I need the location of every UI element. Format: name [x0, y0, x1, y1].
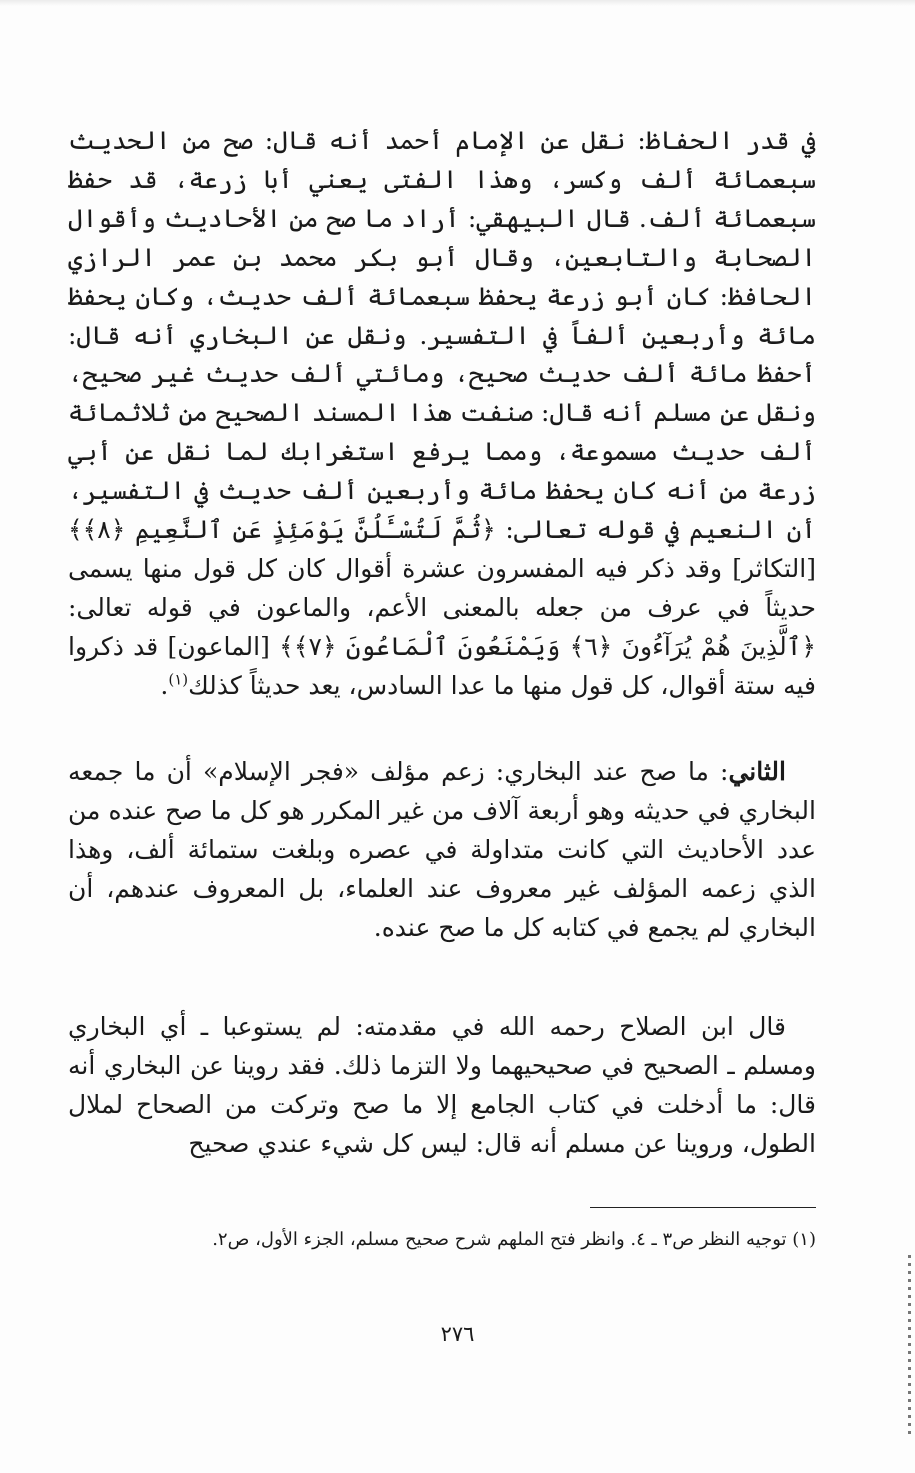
paragraph-1-text-wrap [68, 122, 816, 706]
paragraph-3 [68, 1008, 816, 1164]
paragraph-2-lead: الثاني [728, 757, 786, 786]
paragraph-2 [68, 753, 816, 948]
scan-edge-shadow [0, 0, 915, 6]
paragraph-2-text-wrap [68, 753, 816, 948]
paragraph-1-end: . [160, 670, 169, 700]
paragraph-1 [68, 122, 816, 706]
footnote: (١) توجيه النظر ص٣ ـ ٤. وانظر فتح الملهم شرح صحيح مسلم، الجزء الأول، ص٢. [212, 1229, 816, 1250]
paragraph-1-text: في قدر الحفاظ: نقل عن الإمام أحمد أنه قال: صح من الحديث سبعمائة ألف وكسر، وهذا الفتى يعني أبا زرعة، قد حفظ سبعمائة ألف. قال البيهقي: أراد ما صح من الأحاديث وأقوال الصحابة والتابعين، وقال أبو بكر محمد بن عمر الرازي الحافظ: كان أبو زرعة يحفظ سبعمائة ألف حديث، وكان يحفظ مائة وأربعين ألفاً في التفسير. ونقل عن البخاري أنه قال: أحفظ مائة ألف حديث صحيح، ومائتي ألف حديث غير صحيح، ونقل عن مسلم أنه قال: صنفت هذا المسند الصحيح من ثلاثمائة ألف حديث مسموعة، ومما يرفع استغرابك لما نقل عن أبي زرعة من أنه كان يحفظ مائة وأربعين ألف حديث في التفسير، أن النعيم في قوله تعالى: ﴿ثُمَّ لَتُسْـَٔلُنَّ يَوْمَئِذٍ عَنِ ٱلنَّعِيمِ ﴿٨﴾﴾ [التكاثر] وقد ذكر فيه المفسرون عشرة أقوال كان كل قول منها يسمى حديثاً في عرف من جعله بالمعنى الأعم، والماعون في قوله تعالى: ﴿ٱلَّذِينَ هُمْ يُرَآءُونَ ﴿٦﴾ وَيَمْنَعُونَ ٱلْمَاعُونَ ﴿٧﴾﴾ [الماعون] قد ذكروا فيه ستة أقوال، كل قول منها ما عدا السادس، يعد حديثاً كذلك [68, 126, 816, 700]
paragraph-2-text: : ما صح عند البخاري: زعم مؤلف «فجر الإسلام» أن ما جمعه البخاري في حديثه وهو أربعة آلاف من غير المكرر هو كل ما صح عنده من عدد الأحاديث التي كانت متداولة في عصره وبلغت ستمائة ألف، وهذا الذي زعمه المؤلف غير معروف عند العلماء، بل المعروف عندهم، أن البخاري لم يجمع في كتابه كل ما صح عنده. [68, 757, 816, 942]
page-number: ٢٧٦ [440, 1322, 475, 1346]
footnote-reference: (١) [168, 670, 189, 689]
footnote-divider [590, 1207, 816, 1208]
paragraph-3-text: قال ابن الصلاح رحمه الله في مقدمته: لم يستوعبا ـ أي البخاري ومسلم ـ الصحيح في صحيحيهما ولا التزما ذلك. فقد روينا عن البخاري أنه قال: ما أدخلت في كتاب الجامع إلا ما صح وتركت من الصحاح لملال الطول، وروينا عن مسلم أنه قال: ليس كل شيء عندي صحيح [68, 1012, 816, 1158]
scan-margin-marks [908, 1255, 911, 1435]
